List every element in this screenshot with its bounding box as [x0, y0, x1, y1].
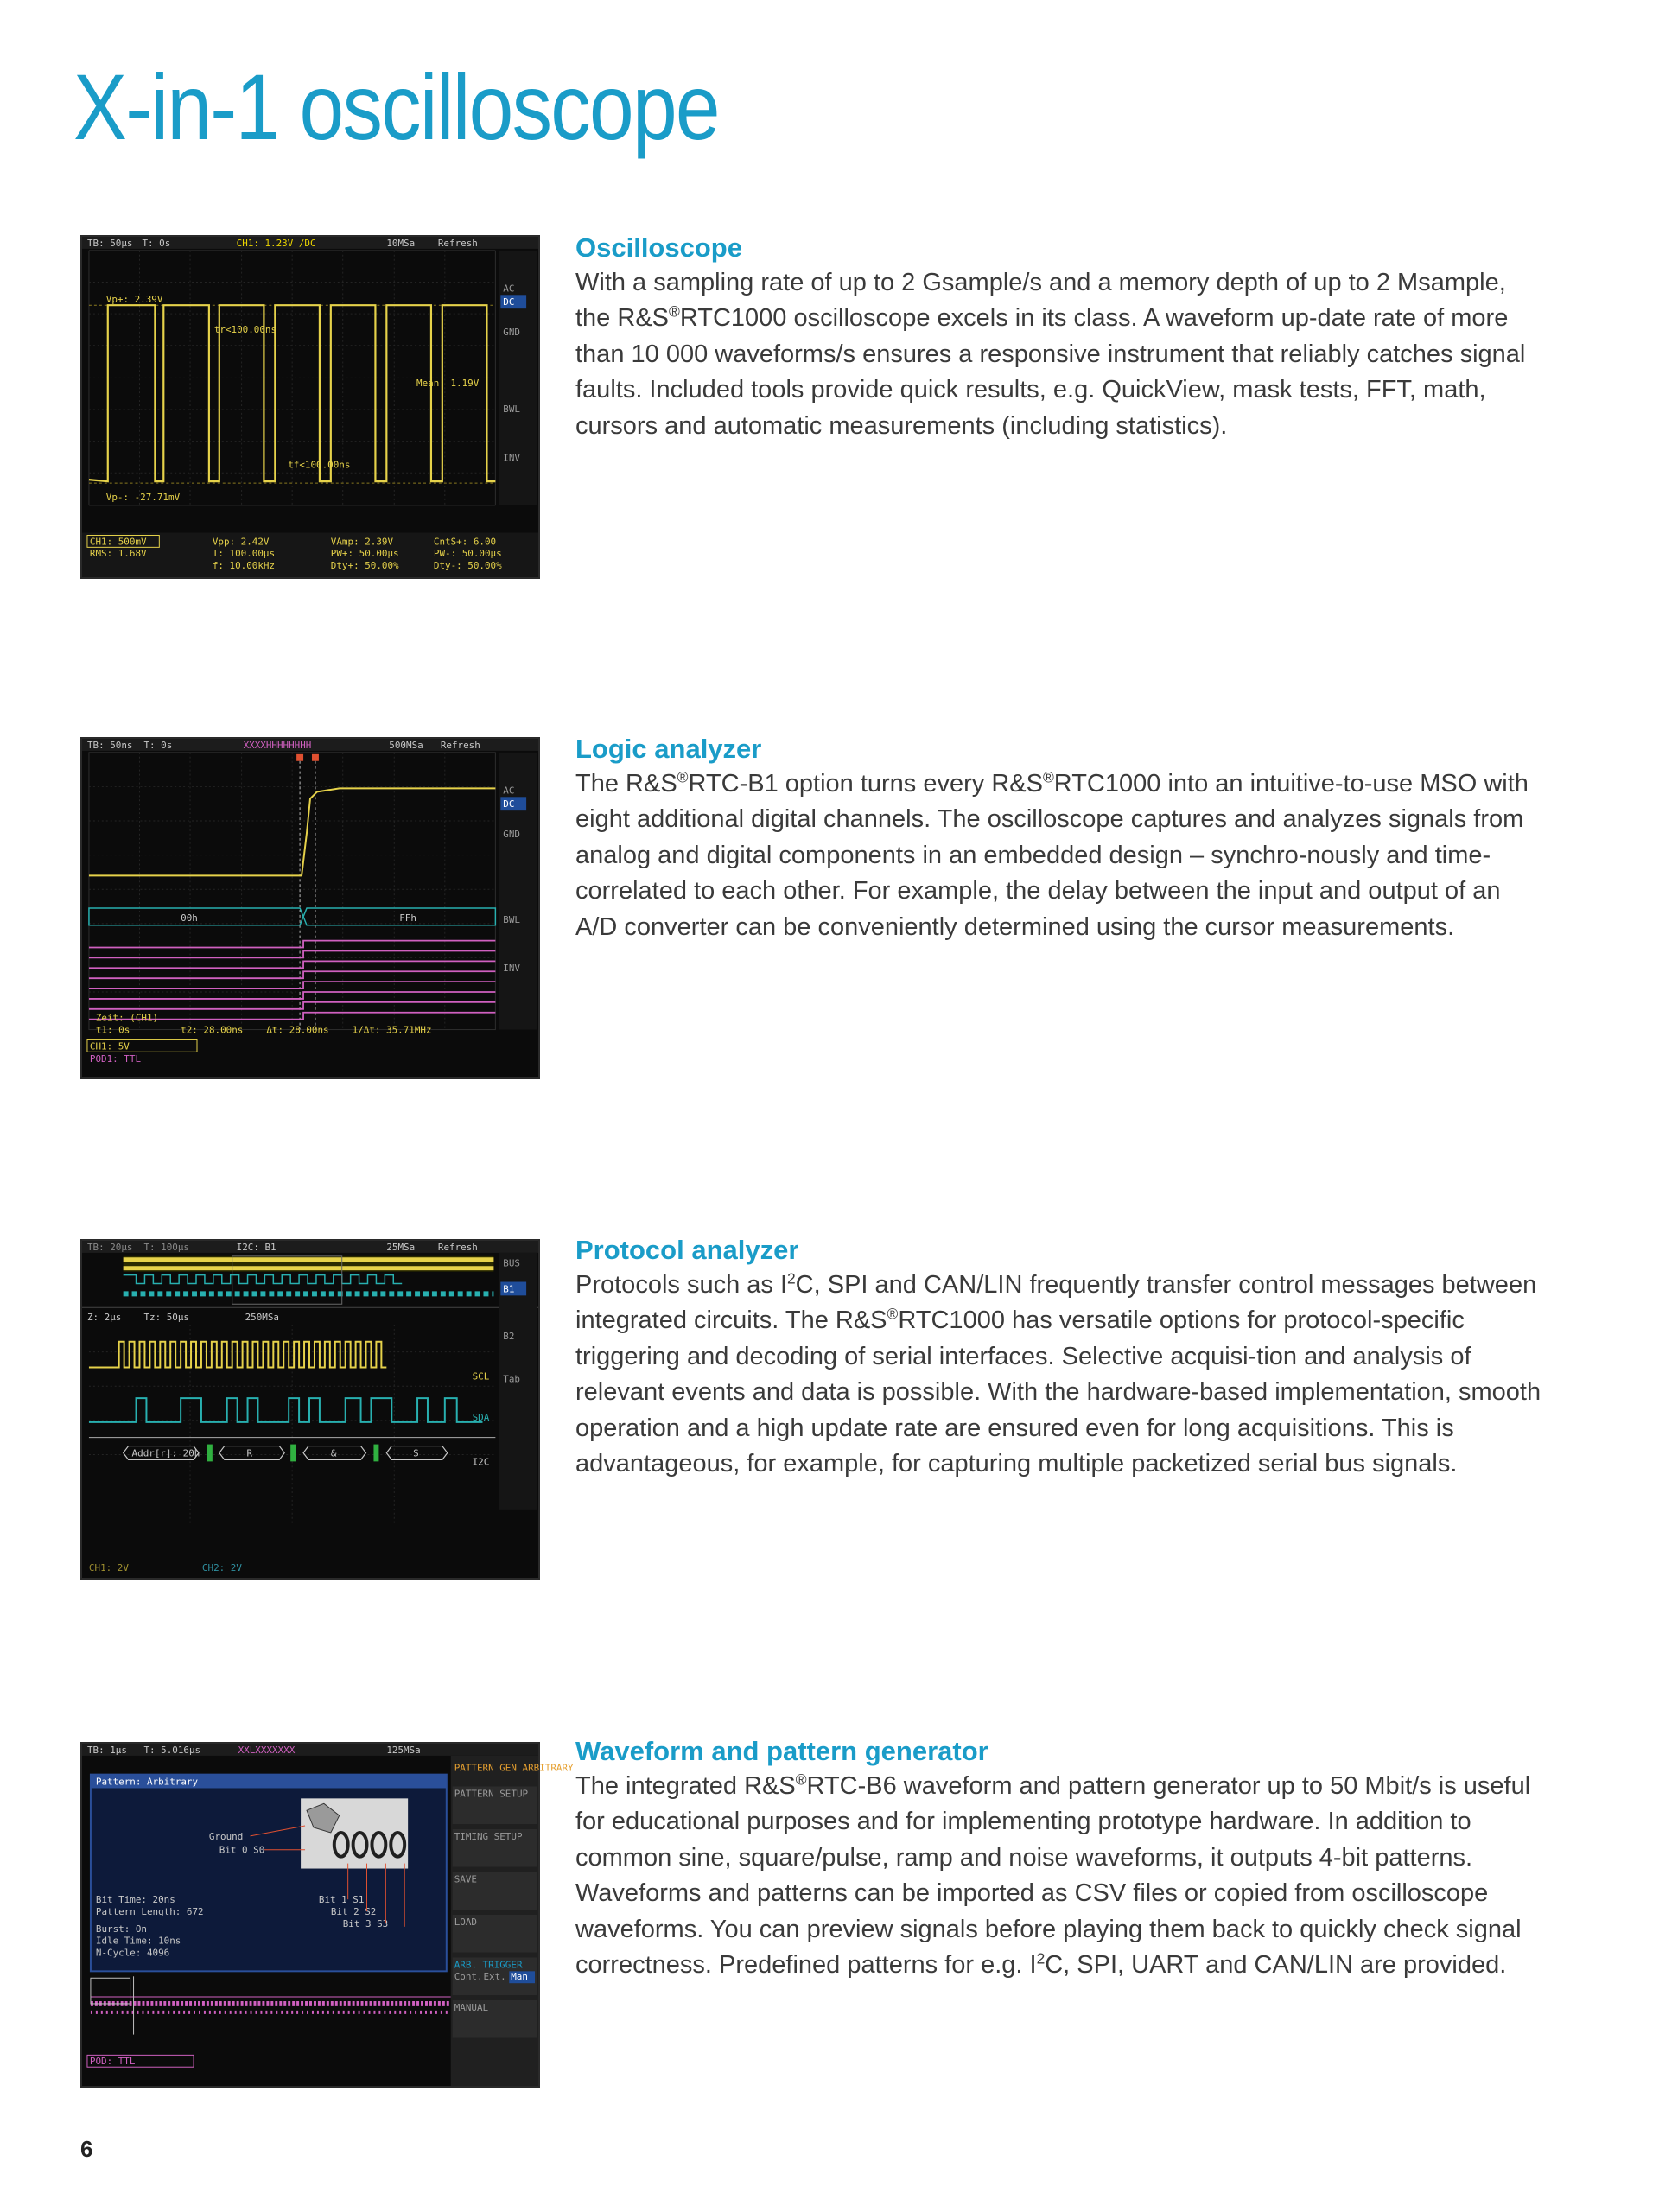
screen-text: Idle Time: 10ns [95, 1935, 181, 1947]
screen-text: POD: TTL [89, 2056, 136, 2068]
screen-text: Tz: 50µs [143, 1312, 189, 1324]
screen-text: tf<100.00ns [288, 459, 351, 471]
screen-text: Z: 2µs [86, 1312, 122, 1324]
screen-text: DC [503, 296, 515, 308]
screen-text: INV [503, 452, 521, 464]
screen-text: PATTERN SETUP [454, 1788, 529, 1800]
screen-text: AC [503, 785, 515, 797]
screen-text: B1 [503, 1283, 515, 1295]
screen-text: Burst: On [95, 1923, 147, 1935]
screen-text: MANUAL [454, 2001, 489, 2013]
logic-analyzer-display [82, 739, 538, 1077]
screen-text: Vp+: 2.39V [105, 294, 163, 306]
screen-text: Refresh [440, 739, 480, 751]
screen-text: TB: 50µs [86, 237, 133, 249]
section-body: With a sampling rate of up to 2 Gsample/s and a memory depth of up to 2 Msample, the R&S®RTC1000 oscilloscope excels in its class. A waveform up-date rate of more than 10 000 waveforms/s ensures a responsive instrument that reliably catches signal faults. Included tools provide quick results, e.g. QuickView, mask tests, FFT, math, cursors and automatic measurements (including statistics). [575, 268, 1526, 440]
section-body: Protocols such as $I^2C$, SPI and CAN/LIN frequently transfer control messages between integrated circuits. The R&S®RTC1000 has versatile options for protocol-specific triggering and decoding of serial interfaces. Selective acquisi-tion and analysis of relevant events and data is possible. With the hardware-based implementation, smooth operation and a high update rate are ensured even for long acquisitions. This is advantageous, for example, for capturing multiple packetized serial bus signals. [575, 1269, 1541, 1478]
waveform-generator-display [82, 1744, 574, 2086]
logic-analyzer-screenshot [80, 737, 540, 1079]
oscilloscope-text [575, 232, 1548, 444]
screen-text: GND [503, 828, 521, 840]
section-heading: Oscilloscope [575, 232, 742, 263]
screen-text: tr<100.00ns [213, 323, 277, 335]
screen-text: TB: 1µs [86, 1744, 127, 1756]
screen-text: Refresh [437, 237, 478, 249]
screen-text: Bit 2 S2 [330, 1906, 377, 1917]
screen-text: RMS: 1.68V [89, 548, 147, 560]
screen-text: TB: 50ns [86, 739, 133, 751]
oscilloscope-display [82, 237, 538, 577]
screen-text: 250MSa [245, 1312, 279, 1324]
screen-text: Vp-: -27.71mV [105, 491, 181, 503]
screen-text: CH1: 5V [89, 1040, 130, 1052]
screen-text: AC [503, 283, 515, 295]
screen-text: POD1: TTL [89, 1053, 142, 1065]
screen-text: R [246, 1447, 253, 1459]
screen-text: CntS+: 6.00 [433, 536, 497, 548]
screen-text: CH1: 500mV [89, 536, 147, 548]
screen-text: Bit 3 S3 [342, 1917, 389, 1929]
screen-text: PATTERN GEN ARBITRARY [454, 1762, 574, 1774]
screen-text: CH1: 2V [88, 1562, 129, 1574]
screen-text: FFh [399, 912, 416, 924]
screen-text: T: 100µs [143, 1241, 189, 1253]
screen-text: SAVE [454, 1873, 478, 1885]
screen-text: Man [511, 1971, 528, 1983]
screen-text: TB: 20µs [86, 1241, 133, 1253]
screen-text: T: 0s [143, 739, 173, 751]
screen-text: 500MSa [389, 739, 423, 751]
screen-text: S [413, 1447, 419, 1459]
waveform-generator-screenshot [80, 1742, 574, 2088]
logic-analyzer-text [575, 733, 1548, 945]
screen-text: Bit Time: 20ns [95, 1894, 175, 1906]
screen-text: f: 10.00kHz [212, 560, 276, 572]
screen-text: Dty-: 50.00% [433, 560, 502, 572]
screen-text: Pattern Length: 672 [95, 1906, 204, 1917]
section-heading: Waveform and pattern generator [575, 1736, 988, 1766]
screen-text: Vpp: 2.42V [212, 536, 270, 548]
screen-text: Cont. [454, 1971, 483, 1983]
screen-text: CH2: 2V [201, 1562, 242, 1574]
waveform-generator-text [575, 1735, 1548, 1984]
protocol-analyzer-display [82, 1241, 538, 1578]
screen-text: t1: 0s [95, 1024, 130, 1036]
screen-text: Bit 0 S0 [219, 1844, 265, 1856]
screen-text: T: 5.016µs [143, 1744, 201, 1756]
section-body: The R&S®RTC-B1 option turns every R&S®RTC1000 into an intuitive-to-use MSO with eight additional digital channels. The oscilloscope captures and analyzes signals from analog and digital components in an embedded design – synchro-nously and time-correlated to each other. For example, the delay between the input and output of an A/D converter can be conveniently determined using the cursor measurements. [575, 768, 1529, 941]
screen-text: & [330, 1447, 337, 1459]
screen-text: SCL [472, 1370, 490, 1382]
screen-text: Refresh [437, 1241, 478, 1253]
section-body: The integrated R&S®RTC-B6 waveform and pattern generator up to 50 Mbit/s is useful for educational purposes and for implementing prototype hardware. In addition to common sine, square/pulse, ramp and noise waveforms, it outputs 4-bit patterns. Waveforms and patterns can be imported as CSV files or copied from oscilloscope waveforms. You can preview signals before playing them back to quickly check signal correctness. Predefined patterns for e.g. $I^2C$, SPI, UART and CAN/LIN are provided. [575, 1770, 1531, 1980]
screen-text: Mean: 1.19V [416, 378, 480, 390]
screen-text: BWL [503, 913, 521, 925]
screen-text: PW+: 50.00µs [330, 548, 399, 560]
screen-text: TIMING SETUP [454, 1830, 523, 1842]
section-heading: Protocol analyzer [575, 1235, 799, 1265]
screen-text: Zeit: (CH1) [95, 1012, 159, 1024]
oscilloscope-screenshot [80, 235, 540, 579]
screen-text: XXXXHHHHHHHH [243, 739, 312, 751]
screen-text: Bit 1 S1 [318, 1894, 365, 1906]
screen-text: PW-: 50.00µs [433, 548, 502, 560]
page-title: X-in-1 oscilloscope [73, 54, 719, 159]
screen-text: 00h [181, 912, 198, 924]
section-heading: Logic analyzer [575, 734, 762, 764]
screen-text: Addr[r]: 20h [131, 1447, 200, 1459]
screen-text: DC [503, 798, 515, 810]
screen-text: 1/Δt: 35.71MHz [352, 1024, 432, 1036]
protocol-analyzer-screenshot [80, 1239, 540, 1580]
screen-text: Dty+: 50.00% [330, 560, 399, 572]
screen-text: Pattern: Arbitrary [95, 1776, 199, 1788]
screen-text: 125MSa [386, 1744, 421, 1756]
screen-text: Ground [208, 1830, 244, 1842]
screen-text: CH1: 1.23V /DC [236, 237, 316, 249]
screen-text: 10MSa [386, 237, 416, 249]
protocol-analyzer-text [575, 1234, 1548, 1483]
screen-text: VAmp: 2.39V [330, 536, 394, 548]
screen-text: I2C [472, 1456, 490, 1468]
screen-text: t2: 28.00ns [181, 1024, 244, 1036]
screen-text: LOAD [454, 1916, 478, 1928]
screen-text: I2C: B1 [236, 1241, 276, 1253]
screen-text: T: 100.00µs [212, 548, 276, 560]
screen-text: ARB. TRIGGER [454, 1959, 523, 1971]
page-number: 6 [80, 2136, 93, 2162]
screen-text: Ext. [483, 1971, 506, 1983]
screen-text: B2 [503, 1330, 515, 1342]
screen-text: Δt: 28.00ns [266, 1024, 329, 1036]
screen-text: Tab [503, 1373, 521, 1385]
screen-text: BWL [503, 403, 521, 415]
screen-text: SDA [472, 1411, 490, 1423]
screen-text: INV [503, 963, 521, 975]
screen-text: T: 0s [142, 237, 171, 249]
screen-text: XXLXXXXXXX [238, 1744, 296, 1756]
screen-text: N-Cycle: 4096 [95, 1947, 170, 1959]
screen-text: 25MSa [386, 1241, 416, 1253]
screen-text: GND [503, 326, 521, 338]
screen-text: BUS [503, 1257, 521, 1269]
